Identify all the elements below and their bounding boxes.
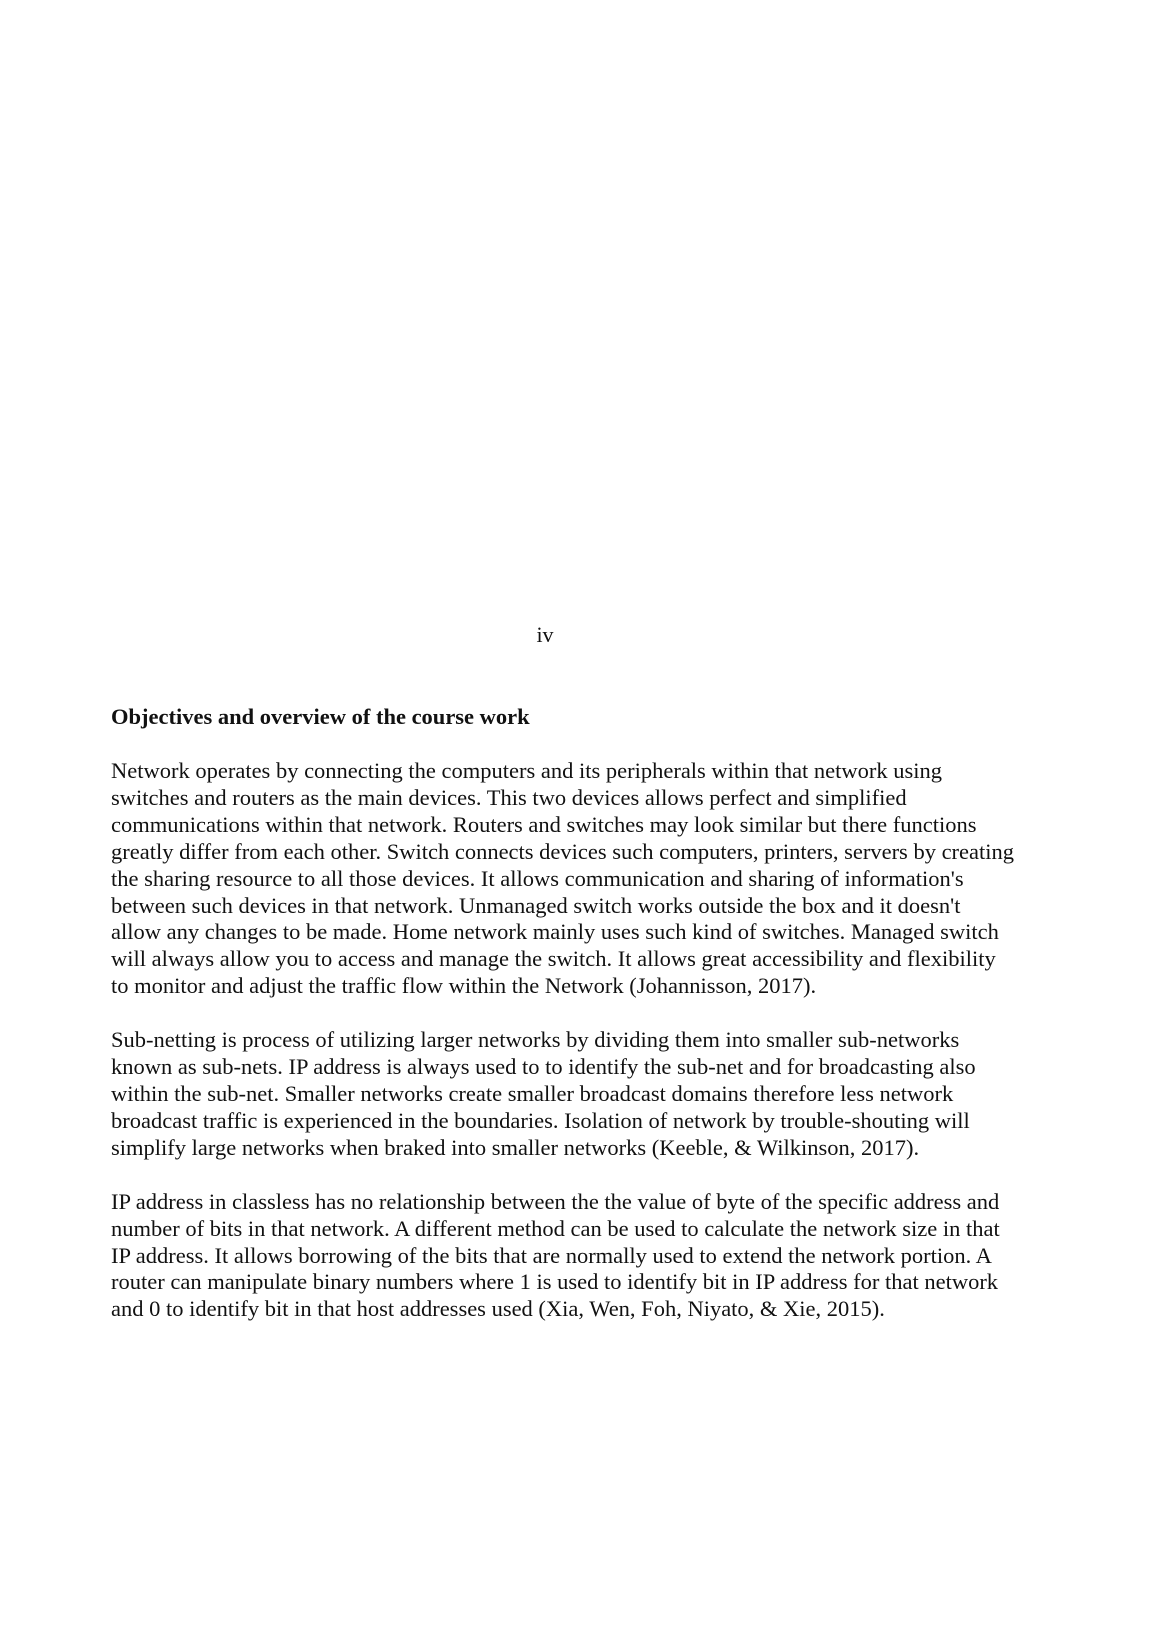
paragraph-line: communications within that network. Routers and switches may look similar but there functions: [111, 811, 977, 837]
page-content: [111, 703, 1061, 1350]
paragraph-line: number of bits in that network. A different method can be used to calculate the network size in that: [111, 1215, 1000, 1241]
page-number: iv: [536, 622, 554, 647]
paragraph-line: Sub-netting is process of utilizing larger networks by dividing them into smaller sub-networks: [111, 1027, 960, 1053]
paragraph-line: greatly differ from each other. Switch connects devices such computers, printers, servers by creating: [111, 838, 1015, 864]
section-heading: Objectives and overview of the course work: [111, 704, 530, 729]
paragraph-line: to monitor and adjust the traffic flow within the Network (Johannisson, 2017).: [111, 973, 817, 999]
paragraph-line: switches and routers as the main devices. This two devices allows perfect and simplified: [111, 784, 907, 810]
paragraph-classless-ip: [111, 1189, 1061, 1324]
paragraph-line: IP address in classless has no relationship between the the value of byte of the specific address and: [111, 1188, 1000, 1214]
paragraph-line: broadcast traffic is experienced in the boundaries. Isolation of network by trouble-shouting will: [111, 1107, 970, 1133]
paragraph-line: IP address. It allows borrowing of the bits that are normally used to extend the network portion. A: [111, 1242, 992, 1268]
paragraph-line: within the sub-net. Smaller networks create smaller broadcast domains therefore less network: [111, 1080, 954, 1106]
paragraph-line: allow any changes to be made. Home network mainly uses such kind of switches. Managed switch: [111, 919, 999, 945]
paragraph-line: router can manipulate binary numbers where 1 is used to identify bit in IP address for that network: [111, 1269, 999, 1295]
paragraph-line: the sharing resource to all those devices. It allows communication and sharing of information's: [111, 865, 964, 891]
paragraph-subnetting: [111, 1027, 1061, 1162]
paragraph-switches: [111, 758, 1061, 1000]
paragraph-line: Network operates by connecting the computers and its peripherals within that network using: [111, 758, 943, 783]
paragraph-line: simplify large networks when braked into smaller networks (Keeble, & Wilkinson, 2017).: [111, 1134, 920, 1160]
paragraph-line: and 0 to identify bit in that host addresses used (Xia, Wen, Foh, Niyato, & Xie, 2015).: [111, 1296, 885, 1322]
paragraph-line: between such devices in that network. Unmanaged switch works outside the box and it doesn't: [111, 892, 961, 918]
paragraph-line: will always allow you to access and manage the switch. It allows great accessibility and flexibility: [111, 946, 996, 972]
paragraph-line: known as sub-nets. IP address is always used to to identify the sub-net and for broadcasting also: [111, 1054, 976, 1080]
